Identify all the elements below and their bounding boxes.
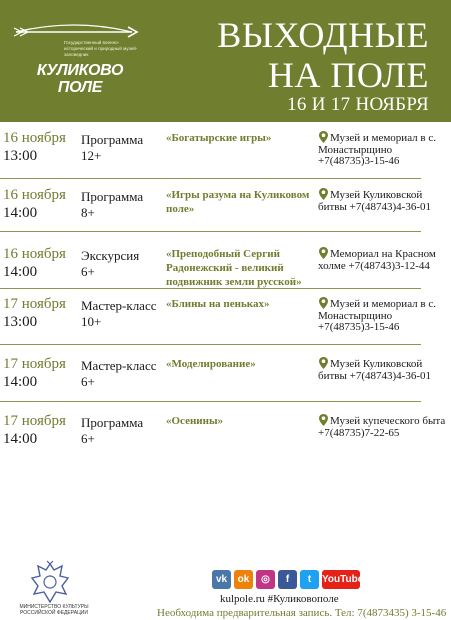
event-type: Мастер-класс — [81, 358, 157, 373]
museum-org-text: Государственный военно-исторический и природный музей-заповедник — [64, 40, 138, 57]
row-divider — [0, 401, 421, 402]
event-type: Программа — [81, 132, 144, 147]
age-rating: 6+ — [81, 431, 95, 446]
coat-of-arms-icon — [28, 560, 72, 606]
event-time: 13:00 — [3, 314, 38, 330]
event-type: Экскурсия — [81, 248, 140, 263]
event-title: «Блины на пеньках» — [166, 298, 270, 310]
event-title: «Преподобный Сергий Радонежский - великий подвижник земли русской» — [166, 248, 302, 288]
event-date: 17 ноября — [3, 356, 66, 372]
event-date: 17 ноября — [3, 296, 66, 312]
event-title: «Осенины» — [166, 415, 224, 427]
row-divider — [0, 344, 421, 345]
event-location: Музей купеческого быта +7(48735)7-22-65 — [318, 415, 446, 439]
map-pin-icon — [318, 413, 329, 427]
booking-note: Необходима предварительная запись. Тел: 7(4873435) 3-15-46 — [157, 607, 447, 619]
header-banner — [0, 0, 451, 122]
event-location: Музей Куликовской битвы +7(48743)4-36-01 — [318, 358, 431, 382]
ministry-label: МИНИСТЕРСТВО КУЛЬТУРЫ РОССИЙСКОЙ ФЕДЕРАЦИИ — [19, 604, 89, 616]
map-pin-icon — [318, 356, 329, 370]
row-divider — [0, 231, 421, 232]
event-time: 14:00 — [3, 431, 38, 447]
museum-logo — [8, 20, 148, 115]
event-date: 16 ноября — [3, 246, 66, 262]
page-subtitle: 16 И 17 НОЯБРЯ — [287, 94, 429, 115]
event-title: «Богатырские игры» — [166, 132, 272, 144]
event-date: 16 ноября — [3, 130, 66, 146]
arrow-logo-icon — [10, 20, 140, 42]
odnoklassniki-icon[interactable]: ok — [234, 570, 253, 589]
instagram-icon[interactable]: ◎ — [256, 570, 275, 589]
age-rating: 6+ — [81, 264, 95, 279]
map-pin-icon — [318, 296, 329, 310]
event-location: Музей Куликовской битвы +7(48743)4-36-01 — [318, 189, 431, 213]
twitter-icon[interactable]: t — [300, 570, 319, 589]
map-pin-icon — [318, 130, 329, 144]
event-location: Мемориал на Красном холме +7(48743)3-12-44 — [318, 248, 436, 272]
event-title: «Игры разума на Куликовом поле» — [166, 189, 310, 215]
museum-brand — [30, 62, 130, 96]
age-rating: 10+ — [81, 314, 102, 329]
age-rating: 8+ — [81, 205, 95, 220]
facebook-icon[interactable]: f — [278, 570, 297, 589]
event-type: Программа — [81, 415, 144, 430]
event-date: 17 ноября — [3, 413, 66, 429]
map-pin-icon — [318, 246, 329, 260]
event-type: Мастер-класс — [81, 298, 157, 313]
event-type: Программа — [81, 189, 144, 204]
row-divider — [0, 288, 421, 289]
event-title: «Моделирование» — [166, 358, 256, 370]
age-rating: 6+ — [81, 374, 95, 389]
page-title-line-1: ВЫХОДНЫЕ — [217, 15, 429, 55]
event-time: 14:00 — [3, 264, 38, 280]
event-location: Музей и мемориал в с. Монастырщино +7(48735)3-15-46 — [318, 298, 436, 334]
event-time: 13:00 — [3, 148, 38, 164]
social-links — [212, 570, 364, 590]
vk-icon[interactable]: vk — [212, 570, 231, 589]
youtube-icon[interactable]: YouTube — [322, 570, 360, 589]
event-date: 16 ноября — [3, 187, 66, 203]
event-time: 14:00 — [3, 374, 38, 390]
row-divider — [0, 178, 421, 179]
event-location: Музей и мемориал в с. Монастырщино +7(48735)3-15-46 — [318, 132, 436, 168]
age-rating: 12+ — [81, 148, 102, 163]
brand-line-1: КУЛИКОВО — [36, 62, 124, 79]
page-title-line-2: НА ПОЛЕ — [267, 55, 429, 95]
map-pin-icon — [318, 187, 329, 201]
event-time: 14:00 — [3, 205, 38, 221]
website-hashtag[interactable]: kulpole.ru #Куликовополе — [220, 593, 339, 605]
brand-line-2: ПОЛЕ — [57, 79, 103, 96]
